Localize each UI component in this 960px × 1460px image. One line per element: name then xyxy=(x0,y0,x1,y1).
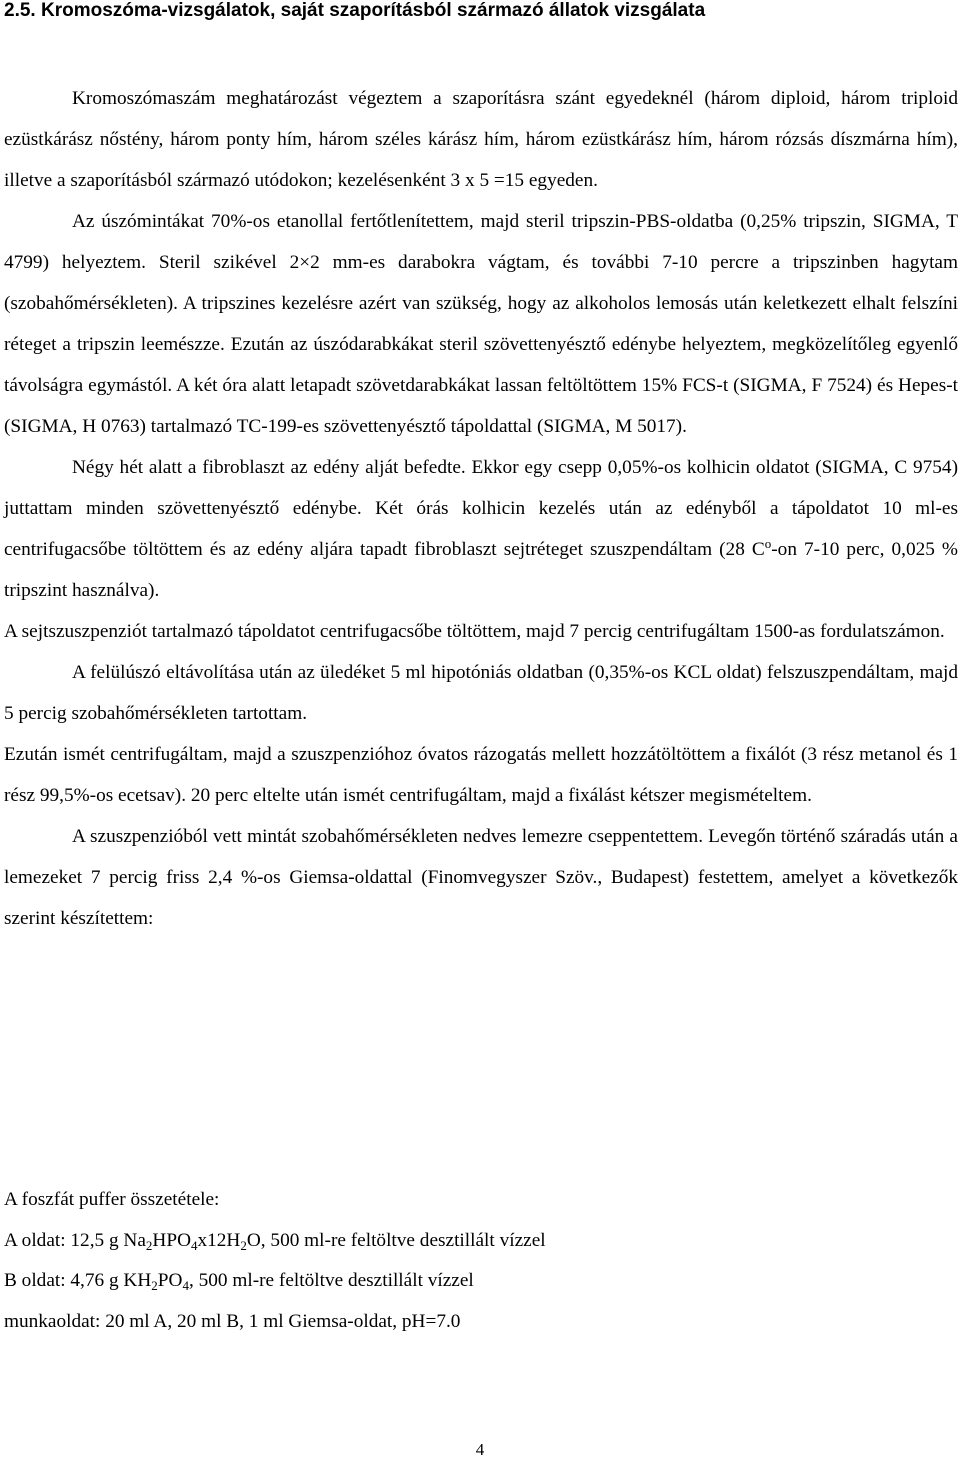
paragraph-centrifuge: A sejtszuszpenziót tartalmazó tápoldatot centrifugacsőbe töltöttem, majd 7 percig centrifugáltam 1500-as fordulatszámon. xyxy=(4,621,945,642)
section-heading: 2.5. Kromoszóma-vizsgálatok, saját szaporításból származó állatok vizsgálata xyxy=(4,0,706,21)
degree-mark: o xyxy=(764,536,772,551)
solution-a-text: O, 500 ml-re feltöltve desztillált vízzel xyxy=(246,1229,546,1251)
body-text xyxy=(4,78,958,939)
buffer-title: A foszfát puffer összetétele: xyxy=(4,1189,220,1210)
subscript: 4 xyxy=(191,1237,198,1253)
paragraph-staining: A szuszpenzióból vett mintát szobahőmérsékleten nedves lemezre cseppentettem. Levegőn történő száradás után a lemezeket 7 percig friss 2,4 %-os Giemsa-oldattal (Finomvegyszer Szöv., Budapest) festettem, amelyet a következők szerint készítettem: xyxy=(4,826,958,929)
buffer-solution-b xyxy=(4,1261,958,1302)
paragraph-hypotonic: A felülúszó eltávolítása után az üledéket 5 ml hipotóniás oldatban (0,35%-os KCL oldat) felszuszpendáltam, majd 5 percig szobahőmérsékleten tartottam. xyxy=(4,662,958,724)
paragraph-chromosome-count: Kromoszómaszám meghatározást végeztem a szaporításra szánt egyedeknél (három diploid, három triploid ezüstkárász nőstény, három ponty hím, három széles kárász hím, három ezüstkárász hím, három rózsás díszmárna hím), illetve a szaporításból származó utódokon; kezelésenként 3 x 5 =15 egyeden. xyxy=(4,88,958,191)
paragraph-sample-preparation: Az úszómintákat 70%-os etanollal fertőtlenítettem, majd steril tripszin-PBS-oldatba (0,25% tripszin, SIGMA, T 4799) helyeztem. Steril szikével 2×2 mm-es darabokra vágtam, és további 7-10 percre a tripszinben hagytam (szobahőmérsékleten). A tripszines kezelésre azért van szükség, hogy az alkoholos lemosás után keletkezett elhalt felszíni réteget a tripszin leemészze. Ezután az úszódarabkákat steril szövettenyésztő edénybe helyeztem, megközelítőleg egyenlő távolságra egymástól. A két óra alatt letapadt szövetdarabkákat lassan feltöltöttem 15% FCS-t (SIGMA, F 7524) és Hepes-t (SIGMA, H 0763) tartalmazó TC-199-es szövettenyésztő tápoldattal (SIGMA, M 5017). xyxy=(4,211,958,437)
colchicine-text-end: -on 7-10 perc, 0,025 % tripszint használva). xyxy=(4,539,958,601)
buffer-solution-a xyxy=(4,1221,958,1262)
paragraph-fixation: Ezután ismét centrifugáltam, majd a szuszpenzióhoz óvatos rázogatás mellett hozzátöltöttem a fixálót (3 rész metanol és 1 rész 99,5%-os ecetsav). 20 perc eltelte után ismét centrifugáltam, majd a fixálást kétszer megismételtem. xyxy=(4,744,958,806)
paragraph-colchicine-treatment xyxy=(4,447,958,611)
buffer-working-solution: munkaoldat: 20 ml A, 20 ml B, 1 ml Giemsa-oldat, pH=7.0 xyxy=(4,1310,461,1332)
solution-a-text: HPO xyxy=(152,1229,191,1251)
solution-b-text: PO xyxy=(157,1270,183,1291)
solution-b-text: B oldat: 4,76 g KH xyxy=(4,1270,152,1291)
subscript: 4 xyxy=(182,1278,189,1293)
buffer-composition xyxy=(4,1180,958,1342)
solution-b-text: , 500 ml-re feltöltve desztillált vízzel xyxy=(188,1270,474,1291)
subscript: 2 xyxy=(240,1237,247,1253)
solution-a-text: A oldat: 12,5 g Na xyxy=(4,1229,146,1251)
subscript: 2 xyxy=(151,1278,158,1293)
solution-a-text: x12H xyxy=(197,1229,241,1251)
colchicine-text: Négy hét alatt a fibroblaszt az edény alját befedte. Ekkor egy csepp 0,05%-os kolhicin oldatot (SIGMA, C 9754) juttattam minden szövettenyésztő edénybe. Két órás kolhicin kezelés után az edényből a tápoldatot 10 ml-es centrifugacsőbe töltöttem és az edény aljára tapadt fibroblaszt sejtréteget szuszpendáltam (28 C xyxy=(4,457,958,560)
page-number: 4 xyxy=(475,1440,485,1459)
subscript: 2 xyxy=(145,1237,153,1253)
